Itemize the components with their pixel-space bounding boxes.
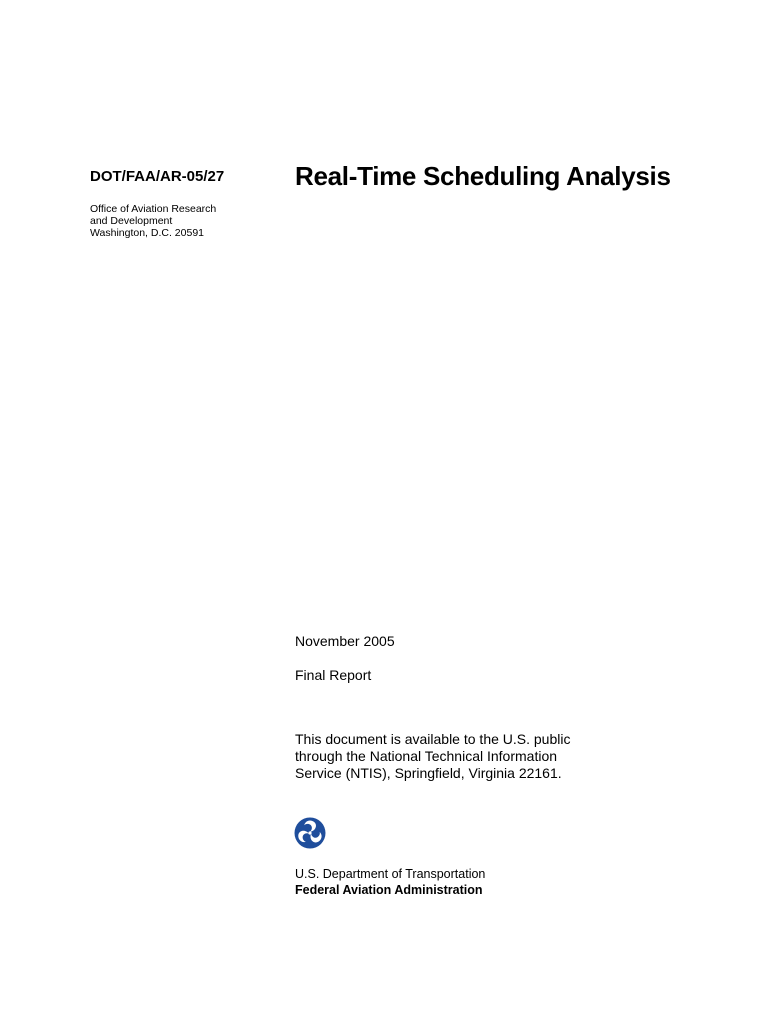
administration-name: Federal Aviation Administration — [295, 883, 483, 897]
availability-line: Service (NTIS), Springfield, Virginia 22161. — [295, 765, 562, 781]
report-date: November 2005 — [295, 633, 395, 649]
agency-block — [295, 866, 485, 898]
report-type: Final Report — [295, 667, 372, 683]
availability-notice — [295, 731, 570, 782]
document-title: Real-Time Scheduling Analysis — [295, 161, 671, 191]
office-address — [90, 203, 216, 239]
report-number: DOT/FAA/AR-05/27 — [90, 168, 225, 185]
availability-line: This document is available to the U.S. public — [295, 731, 571, 747]
department-name: U.S. Department of Transportation — [295, 867, 486, 881]
office-line: Office of Aviation Research — [90, 203, 217, 215]
office-line: Washington, D.C. 20591 — [90, 227, 205, 239]
availability-line: through the National Technical Information — [295, 748, 558, 764]
dot-logo-svg — [294, 817, 326, 849]
office-line: and Development — [90, 215, 173, 227]
dot-logo-icon — [294, 817, 326, 849]
